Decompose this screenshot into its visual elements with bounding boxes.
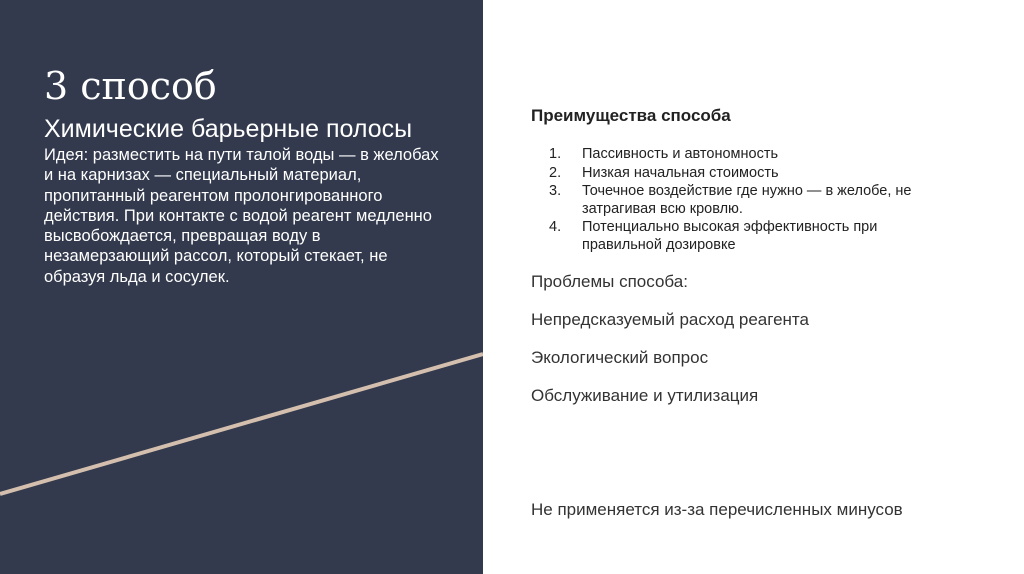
accent-stroke [0, 354, 483, 494]
advantage-text: Низкая начальная стоимость [582, 164, 779, 181]
advantage-item [531, 219, 961, 254]
advantage-text: Пассивность и автономность [582, 146, 779, 162]
conclusion-text: Не применяется из-за перечисленных минусов [531, 500, 903, 519]
advantages-heading: Преимущества способа [531, 106, 731, 125]
advantage-number: 2. [549, 164, 562, 181]
advantage-text: Точечное воздействие где нужно — в желобе, не затрагивая всю кровлю. [582, 183, 912, 217]
right-panel [483, 0, 1024, 574]
problem-item: Обслуживание и утилизация [531, 386, 759, 405]
left-panel [0, 0, 483, 574]
idea-paragraph: Идея: разместить на пути талой воды — в желобах и на карнизах — специальный материал, пропитанный реагентом пролонгированного действия. При контакте с водой реагент медленно высвобождается, превращая воду в незамерзающий рассол, который стекает, не образуя льда и сосулек. [44, 146, 439, 286]
advantage-item [531, 165, 961, 183]
problem-item: Экологический вопрос [531, 348, 709, 367]
advantage-item [531, 183, 961, 218]
advantage-number: 4. [549, 219, 562, 235]
problem-item: Непредсказуемый расход реагента [531, 310, 809, 329]
advantage-text: Потенциально высокая эффективность при правильной дозировке [582, 219, 878, 253]
slide-subtitle: Химические барьерные полосы [44, 115, 413, 143]
advantages-list [531, 146, 961, 255]
problems-heading: Проблемы способа: [531, 272, 688, 291]
slide-title: 3 способ [44, 64, 217, 108]
advantage-number: 3. [549, 183, 562, 199]
advantage-number: 1. [549, 146, 562, 162]
advantage-item [531, 146, 961, 164]
